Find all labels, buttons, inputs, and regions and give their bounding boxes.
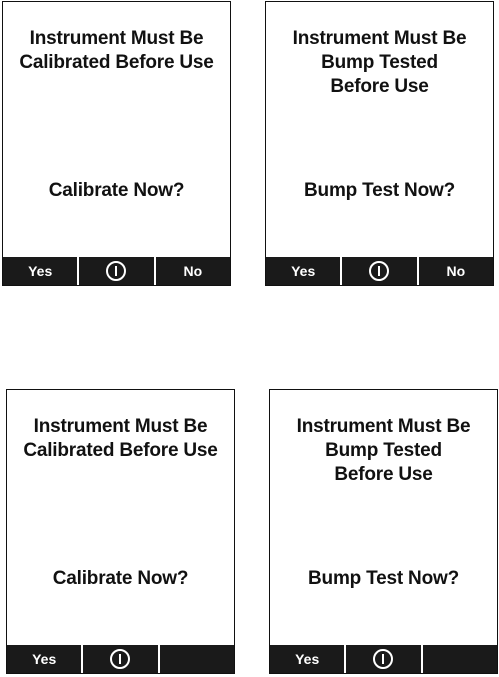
message-line: Instrument Must Be xyxy=(29,28,204,49)
message-line: Before Use xyxy=(334,464,433,485)
message-line: Bump Tested xyxy=(321,52,438,73)
bump-test-prompt-screen xyxy=(269,389,498,674)
power-icon xyxy=(106,261,126,281)
bump-test-prompt-screen xyxy=(265,1,494,286)
message-line: Bump Tested xyxy=(325,440,442,461)
calibrate-prompt-screen xyxy=(6,389,235,674)
power-softkey[interactable] xyxy=(83,645,159,673)
warning-message xyxy=(270,415,497,487)
warning-message xyxy=(266,27,493,99)
power-icon xyxy=(369,261,389,281)
no-softkey[interactable]: No xyxy=(446,263,466,279)
power-icon xyxy=(373,649,393,669)
message-line: Instrument Must Be xyxy=(33,416,208,437)
message-line: Before Use xyxy=(330,76,429,97)
calibrate-prompt-screen xyxy=(2,1,231,286)
message-line: Instrument Must Be xyxy=(296,416,471,437)
message-line: Calibrated Before Use xyxy=(19,52,214,73)
softkey-bar xyxy=(270,645,497,673)
question-text: Calibrate Now? xyxy=(48,180,185,201)
warning-message xyxy=(7,415,234,463)
power-softkey[interactable] xyxy=(342,257,418,285)
softkey-bar xyxy=(266,257,493,285)
no-softkey[interactable]: No xyxy=(183,263,203,279)
message-line: Instrument Must Be xyxy=(292,28,467,49)
message-line: Calibrated Before Use xyxy=(23,440,218,461)
power-softkey[interactable] xyxy=(346,645,422,673)
question-text: Bump Test Now? xyxy=(308,568,459,589)
power-softkey[interactable] xyxy=(79,257,155,285)
blank-softkey xyxy=(423,645,497,673)
softkey-bar xyxy=(7,645,234,673)
yes-softkey[interactable]: Yes xyxy=(3,257,79,285)
softkey-bar xyxy=(3,257,230,285)
question-text: Calibrate Now? xyxy=(52,568,189,589)
yes-softkey[interactable]: Yes xyxy=(7,645,83,673)
warning-message xyxy=(3,27,230,75)
yes-softkey[interactable]: Yes xyxy=(266,257,342,285)
blank-softkey xyxy=(160,645,234,673)
yes-softkey[interactable]: Yes xyxy=(270,645,346,673)
power-icon xyxy=(110,649,130,669)
question-text: Bump Test Now? xyxy=(304,180,455,201)
